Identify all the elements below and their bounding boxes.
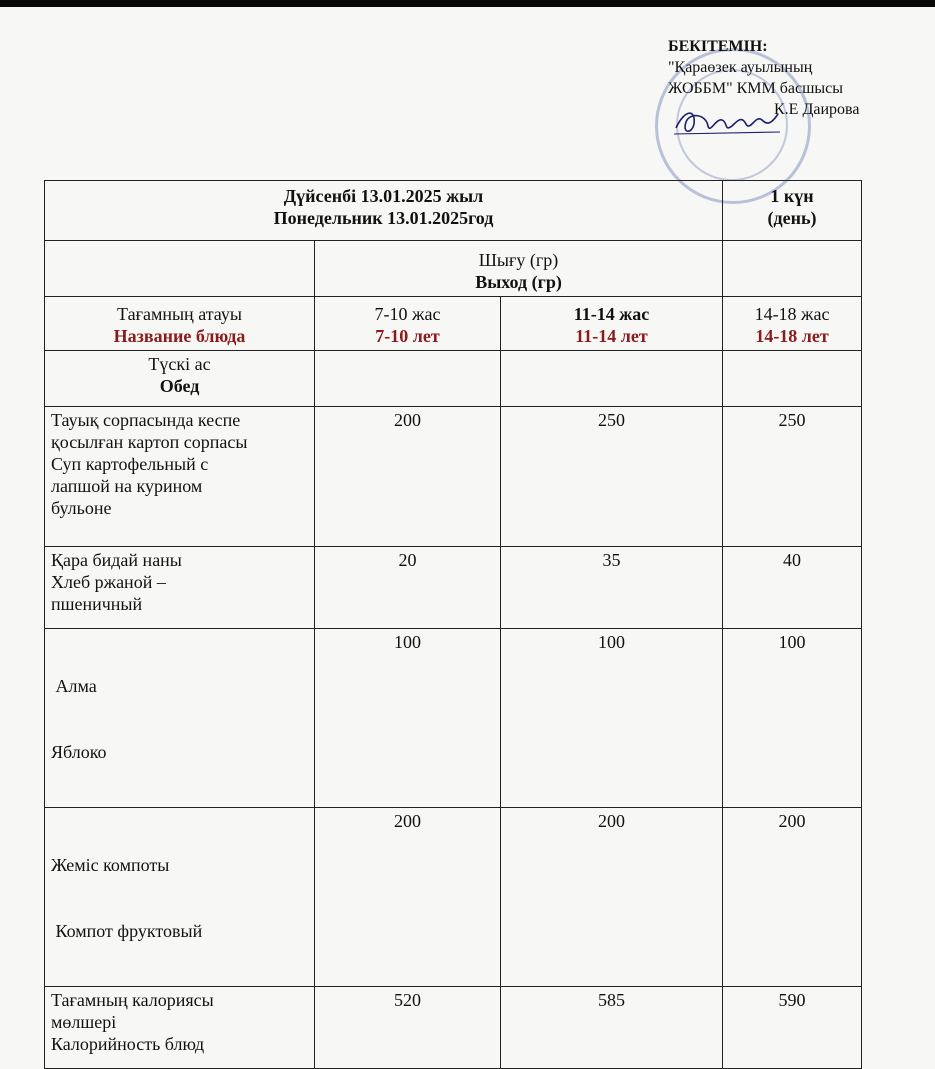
approval-signatory: К.Е Даирова [774,101,860,118]
dish-name [45,407,315,547]
col-age-14-18-ru: 14-18 лет [755,326,829,346]
portion-7-10: 100 [315,629,501,808]
table-row [45,629,862,808]
day-ru: (день) [767,208,817,228]
calories-14-18: 590 [723,987,862,1069]
approval-title: БЕКІТЕМІН: [668,38,768,55]
portion-11-14: 250 [501,407,723,547]
dish-line: қосылған картоп сорпасы [51,432,248,452]
col-age-7-10-ru: 7-10 лет [375,326,440,346]
approval-line-1: "Қараөзек ауылының [668,59,813,76]
col-dish [45,297,315,351]
dish-line: пшеничный [51,594,143,614]
column-header-row [45,297,862,351]
portion-7-10: 200 [315,808,501,987]
dish-line: Тауық сорпасында кеспе [51,410,241,430]
date-cell [45,181,723,241]
calories-11-14: 585 [501,987,723,1069]
dish-line: Яблоко [51,742,107,762]
date-ru: Понедельник 13.01.2025год [273,208,494,228]
col-age-11-14-ru: 11-14 лет [575,326,648,346]
day-kz: 1 күн [770,186,814,206]
col-age-11-14-kz: 11-14 жас [573,304,650,324]
col-age-11-14 [501,297,723,351]
portion-11-14: 35 [501,547,723,629]
date-kz: Дүйсенбі 13.01.2025 жыл [283,186,484,206]
table-row [45,407,862,547]
output-empty-right [723,241,862,297]
dish-line: Қара бидай наны [51,550,182,570]
table-row [45,547,862,629]
meal-kz: Түскі ас [148,354,211,374]
output-empty-left [45,241,315,297]
dish-line: Хлеб ржаной – [51,572,166,592]
approval-block [668,36,928,120]
portion-14-18: 250 [723,407,862,547]
portion-14-18: 40 [723,547,862,629]
header-row [45,181,862,241]
day-cell [723,181,862,241]
portion-14-18: 200 [723,808,862,987]
dish-line: Суп картофельный с [51,454,209,474]
dish-name [45,547,315,629]
menu-table [44,180,862,1069]
portion-7-10: 200 [315,407,501,547]
meal-empty-1 [315,351,501,407]
meal-cell [45,351,315,407]
dish-line: Калорийность блюд [51,1034,205,1054]
portion-7-10: 20 [315,547,501,629]
dish-line: лапшой на курином [51,476,203,496]
meal-ru: Обед [159,376,200,396]
approval-line-2: ЖОББМ" КММ басшысы [668,80,844,97]
calories-7-10: 520 [315,987,501,1069]
output-row [45,241,862,297]
output-ru: Выход (гр) [475,272,562,292]
portion-14-18: 100 [723,629,862,808]
table-row [45,808,862,987]
dish-line: Тағамның калориясы [51,990,214,1010]
dish-name [45,808,315,987]
col-dish-kz: Тағамның атауы [117,304,242,324]
output-cell [315,241,723,297]
col-age-14-18-kz: 14-18 жас [754,304,830,324]
col-age-7-10 [315,297,501,351]
meal-empty-2 [501,351,723,407]
dish-line: бульоне [51,498,112,518]
col-age-14-18 [723,297,862,351]
col-age-7-10-kz: 7-10 жас [374,304,441,324]
dish-line: мөлшері [51,1012,117,1032]
dish-line: Алма [51,676,97,696]
top-border [0,0,935,7]
output-kz: Шығу (гр) [478,250,559,270]
meal-row [45,351,862,407]
table-row [45,987,862,1069]
dish-name [45,987,315,1069]
meal-empty-3 [723,351,862,407]
portion-11-14: 100 [501,629,723,808]
col-dish-ru: Название блюда [113,326,246,346]
dish-line: Жеміс компоты [51,855,170,875]
dish-name [45,629,315,808]
portion-11-14: 200 [501,808,723,987]
dish-line: Компот фруктовый [51,921,203,941]
